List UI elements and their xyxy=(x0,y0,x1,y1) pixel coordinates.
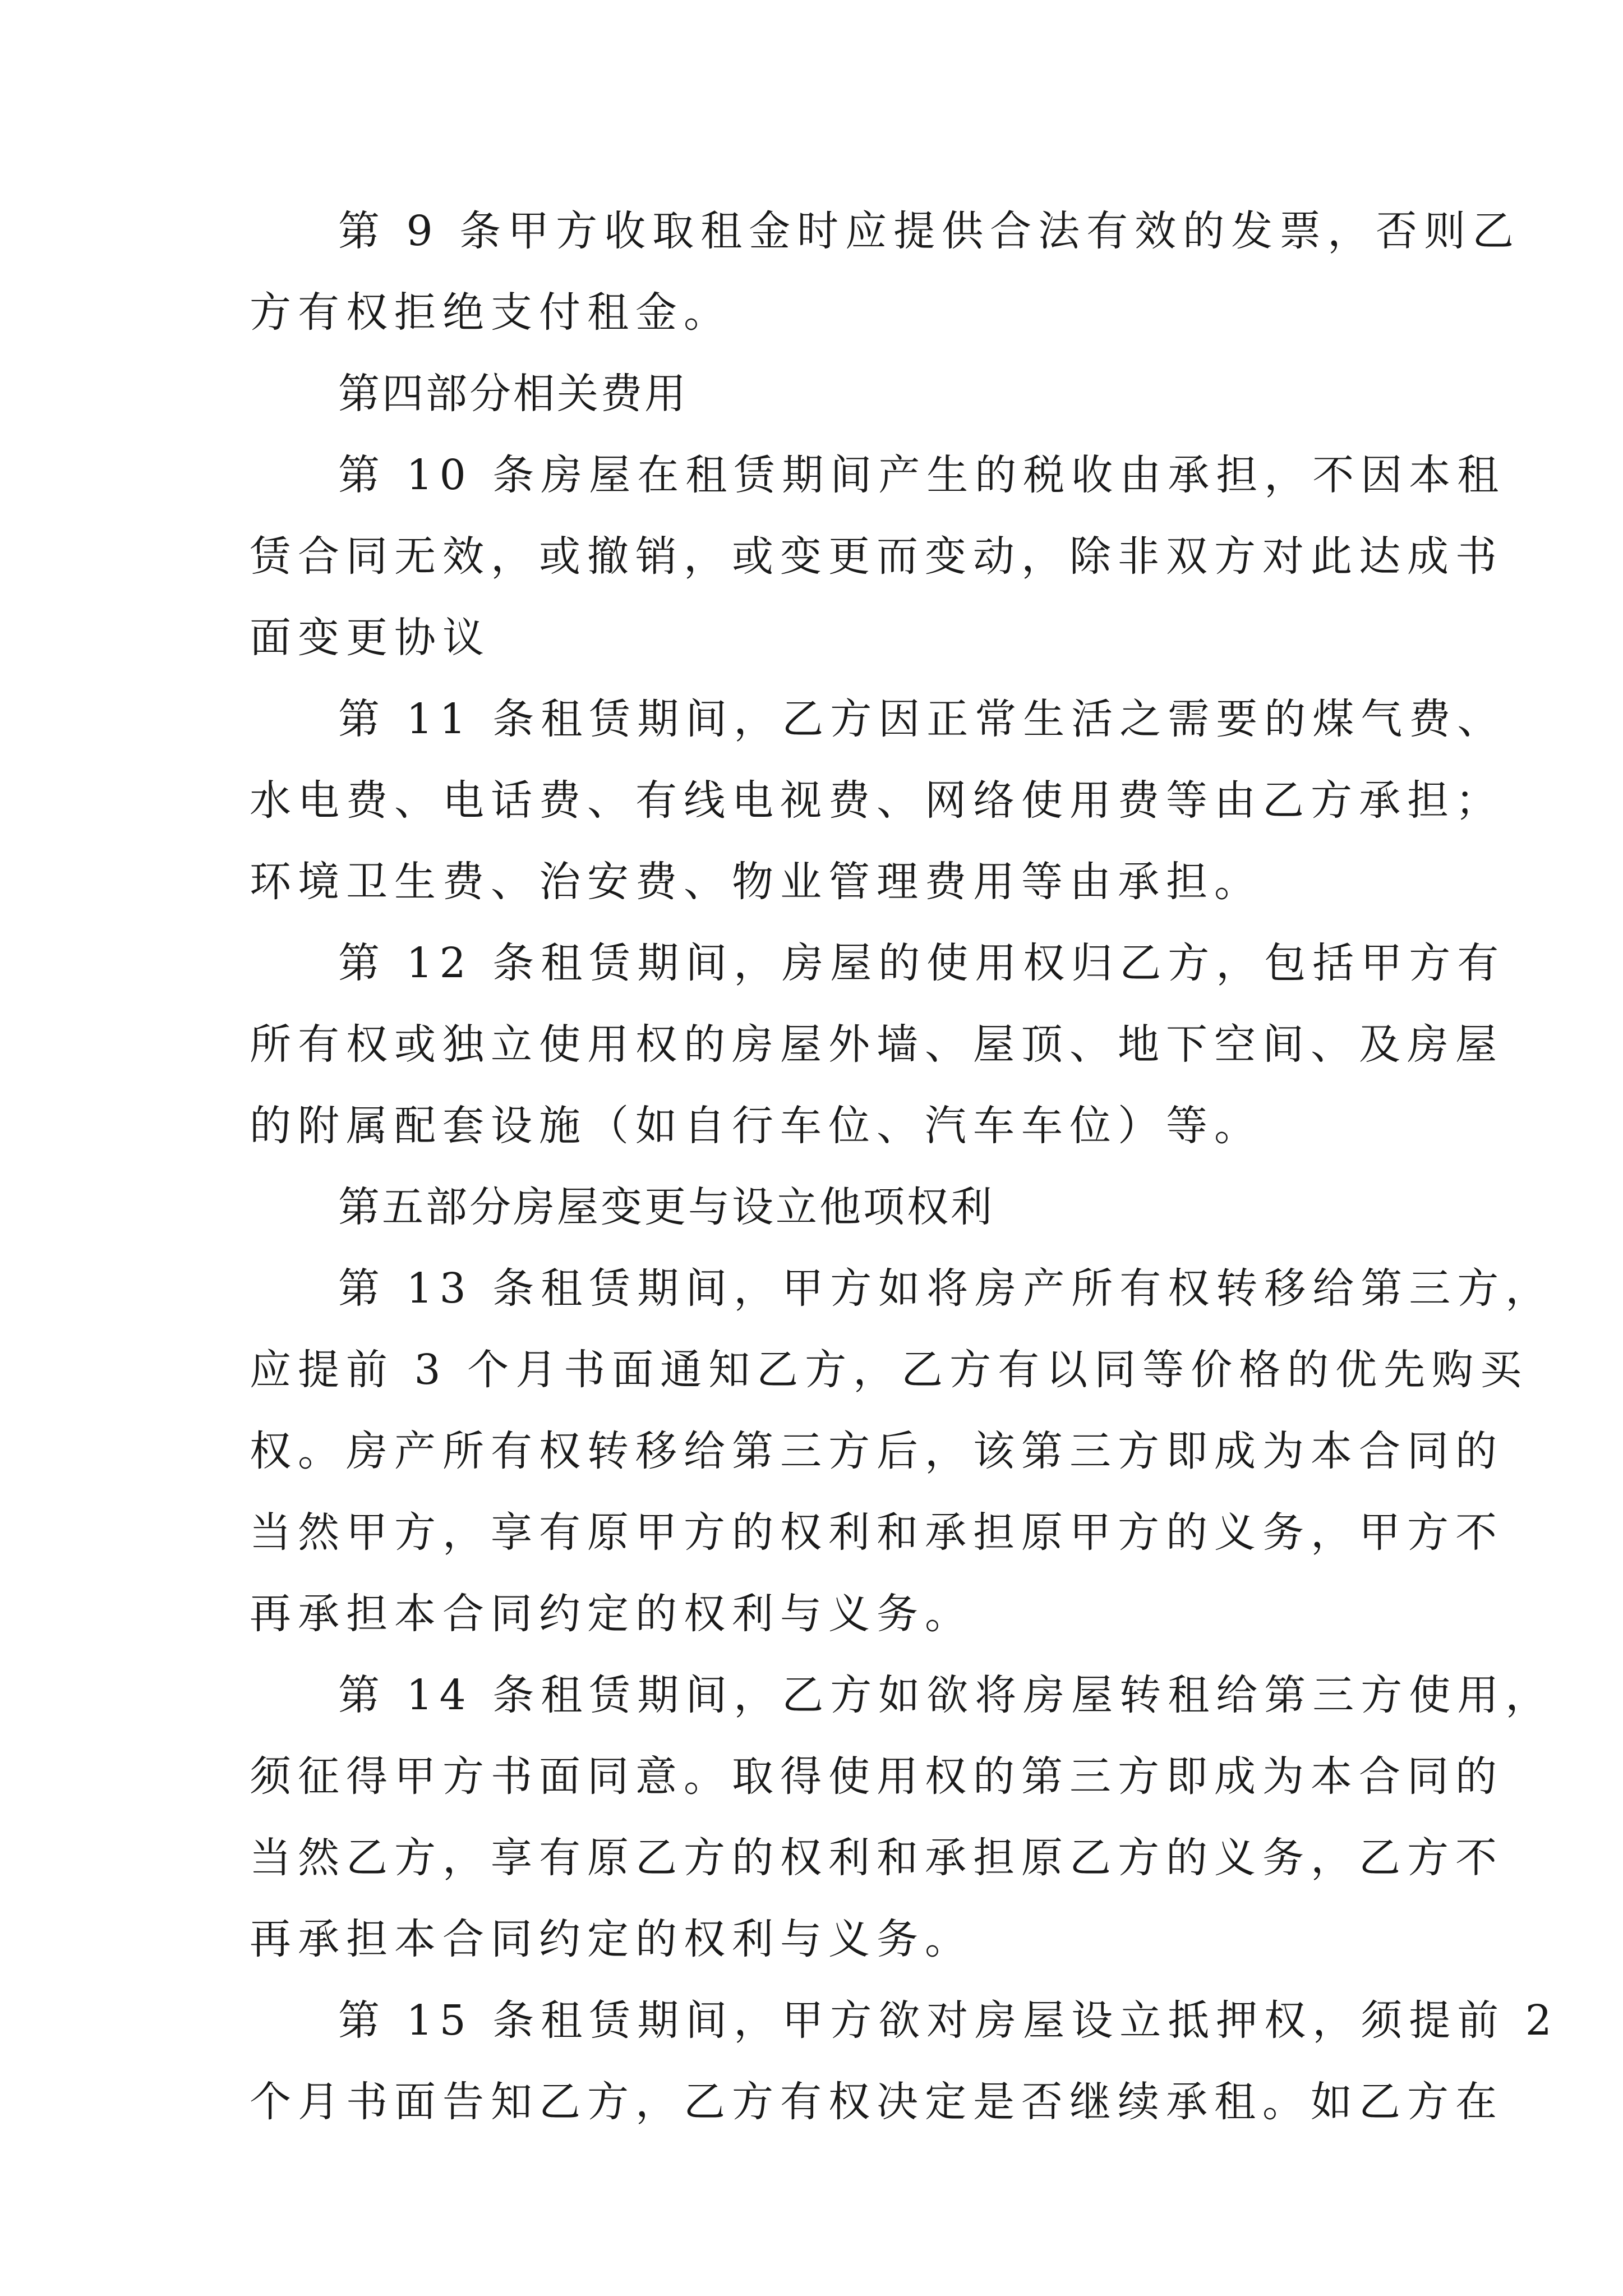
article-9-line-2: 方有权拒绝支付租金。 xyxy=(250,288,732,337)
article-14-line-2: 须征得甲方书面同意。取得使用权的第三方即成为本合同的 xyxy=(250,1752,1504,1801)
article-11-line-2: 水电费、电话费、有线电视费、网络使用费等由乙方承担； xyxy=(250,776,1504,825)
article-15-line-2: 个月书面告知乙方，乙方有权决定是否继续承租。如乙方在 xyxy=(250,2078,1504,2126)
article-10-line-2: 赁合同无效，或撤销，或变更而变动，除非双方对此达成书 xyxy=(250,532,1504,581)
article-11-line-3: 环境卫生费、治安费、物业管理费用等由承担。 xyxy=(250,858,1262,906)
article-10-line-1: 第 10 条房屋在租赁期间产生的税收由承担，不因本租 xyxy=(338,451,1506,499)
article-12-line-3: 的附属配套设施（如自行车位、汽车车位）等。 xyxy=(250,1102,1262,1150)
article-10-line-3: 面变更协议 xyxy=(250,614,491,662)
article-15-line-1: 第 15 条租赁期间，甲方欲对房屋设立抵押权，须提前 2 xyxy=(338,1996,1559,2045)
article-13-line-1: 第 13 条租赁期间，甲方如将房产所有权转移给第三方， xyxy=(338,1264,1554,1313)
article-13-line-4: 当然甲方，享有原甲方的权利和承担原甲方的义务，甲方不 xyxy=(250,1508,1504,1557)
article-13-line-2: 应提前 3 个月书面通知乙方，乙方有以同等价格的优先购买 xyxy=(250,1346,1529,1394)
article-13-line-3: 权。房产所有权转移给第三方后，该第三方即成为本合同的 xyxy=(250,1427,1504,1475)
article-12-line-2: 所有权或独立使用权的房屋外墙、屋顶、地下空间、及房屋 xyxy=(250,1020,1504,1069)
article-14-line-1: 第 14 条租赁期间，乙方如欲将房屋转租给第三方使用， xyxy=(338,1671,1554,1719)
section-heading-property-changes: 第五部分房屋变更与设立他项权利 xyxy=(338,1183,994,1231)
article-11-line-1: 第 11 条租赁期间，乙方因正常生活之需要的煤气费、 xyxy=(338,695,1506,743)
document-body xyxy=(250,191,1559,2143)
section-heading-related-fees: 第四部分相关费用 xyxy=(338,370,688,418)
article-13-line-5: 再承担本合同约定的权利与义务。 xyxy=(250,1590,973,1638)
article-14-line-3: 当然乙方，享有原乙方的权利和承担原乙方的义务，乙方不 xyxy=(250,1834,1504,1882)
article-14-line-4: 再承担本合同约定的权利与义务。 xyxy=(250,1915,973,1963)
article-12-line-1: 第 12 条租赁期间，房屋的使用权归乙方，包括甲方有 xyxy=(338,939,1506,987)
article-9-line-1: 第 9 条甲方收取租金时应提供合法有效的发票，否则乙 xyxy=(338,207,1521,255)
